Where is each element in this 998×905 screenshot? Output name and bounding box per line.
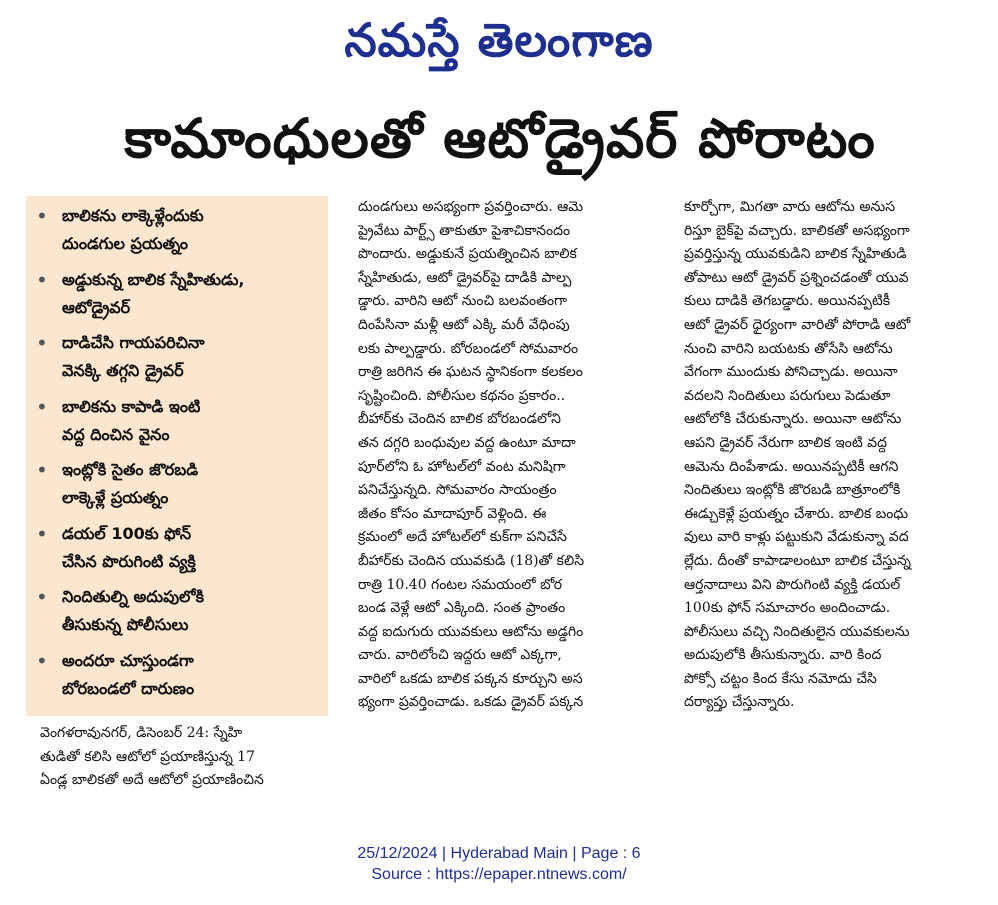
article-line: దుండగులు అసభ్యంగా ప్రవర్తించారు. ఆమె bbox=[358, 199, 584, 215]
headline-text: కామాంధులతో ఆటోడ్రైవర్ పోరాటం bbox=[124, 107, 876, 170]
footer-date-edition: 25/12/2024 | Hyderabad Main | Page : 6 bbox=[357, 845, 641, 862]
article-line: రాత్రి జరిగిన ఈ ఘటన స్థానికంగా కలకలం bbox=[358, 364, 583, 381]
article-line: లకు పాల్పడ్డారు. బోరబండలో సోమవారం bbox=[358, 340, 579, 357]
article-line: పొందారు. అడ్డుకునే ప్రయత్నించిన బాలిక bbox=[358, 246, 577, 263]
highlight-line: డయల్ 100కు ఫోన్ bbox=[62, 523, 192, 543]
bullet-icon: • bbox=[36, 204, 48, 228]
highlights-list bbox=[26, 196, 328, 710]
bullet-icon: • bbox=[36, 267, 48, 292]
article-line: పోలీసులు వచ్చి నిందితులైన యువకులను bbox=[684, 623, 910, 640]
highlight-line: దుండగుల ప్రయత్నం bbox=[62, 234, 189, 253]
article-line: అదుపులోకి తీసుకున్నారు. వారి కింద bbox=[684, 647, 882, 664]
highlights-box bbox=[26, 196, 328, 716]
article-line: దర్యాప్తు చేస్తున్నారు. bbox=[684, 694, 795, 711]
article-line: బీహార్‌కు చెందిన యువకుడి (18)తో కలిసి bbox=[358, 552, 585, 569]
highlight-line: చేసిన పొరుగింటి వ్యక్తి bbox=[62, 551, 196, 571]
article-line: ప్రవర్తిస్తున్న యువకుడిని బాలిక స్నేహితుడి bbox=[684, 246, 907, 263]
highlight-line: బోరబండలో దారుణం bbox=[62, 678, 195, 698]
highlight-line: వద్ద దించిన వైనం bbox=[62, 424, 170, 444]
bullet-icon: • bbox=[36, 521, 48, 546]
article-line: ఆటోలోకి చేరుకున్నారు. అయినా ఆటోను bbox=[684, 411, 902, 428]
article-line: 100కు ఫోన్ సమాచారం అందించాడు. bbox=[684, 600, 891, 617]
article-line: వద్ద ఐదుగురు యువకులు ఆటోను అడ్డగిం bbox=[358, 623, 584, 640]
article-column-1 bbox=[40, 722, 330, 793]
article-line: బీహార్‌కు చెందిన బాలిక బోరబండలోని bbox=[358, 411, 561, 428]
article-line: వారిలో ఒకడు బాలిక పక్కన కూర్చుని అస bbox=[358, 670, 583, 687]
highlight-line: నిందితుల్ని అదుపులోకి bbox=[62, 587, 204, 606]
article-line: నిందితులు ఇంట్లోకి జొరబడి బాత్రూంలోకి bbox=[684, 482, 901, 499]
article-line: పోక్సో చట్టం కింద కేసు నమోదు చేసి bbox=[684, 670, 877, 687]
highlight-line: వెనక్కి తగ్గని డ్రైవర్ bbox=[62, 361, 184, 380]
highlight-line: లాక్కెళ్లే ప్రయత్నం bbox=[62, 488, 169, 507]
article-line: పనిచేస్తున్నది. సోమవారం సాయంత్రం bbox=[358, 482, 557, 499]
highlight-line: తీసుకున్న పోలీసులు bbox=[62, 615, 189, 634]
article-line: ల్లేదు. దీంతో కాపాడాలంటూ బాలిక చేస్తున్న bbox=[684, 552, 912, 569]
article-line: వులు వారి కాళ్లు పట్టుకుని వేడుకున్నా వద bbox=[684, 529, 909, 546]
newspaper-masthead bbox=[0, 4, 998, 76]
article-line: భ్యంగా ప్రవర్తించాడు. ఒకడు డ్రైవర్ పక్కన bbox=[358, 694, 584, 711]
article-line: ఆమెను దింపేశాడు. అయినప్పటికీ ఆగని bbox=[684, 458, 899, 475]
article-line: ఆపని డ్రైవర్ నేరుగా బాలిక ఇంటి వద్ద bbox=[684, 434, 887, 451]
article-line: వదలని నిందితులు పరుగులు పెడుతూ bbox=[684, 387, 891, 404]
highlight-line: ఆటోడ్రైవర్ bbox=[62, 297, 131, 317]
highlight-line: అందరూ చూస్తుండగా bbox=[62, 650, 194, 670]
article-line: పూర్‌లోని ఓ హోటల్‌లో వంట మనిషిగా bbox=[358, 458, 566, 475]
highlight-item bbox=[26, 266, 328, 330]
article-column-2 bbox=[358, 196, 668, 715]
masthead-title: నమస్తే తెలంగాణ bbox=[344, 13, 654, 67]
article-line: స్నేహితుడు, ఆటో డ్రైవర్‌పై దాడికి పాల్ప bbox=[358, 269, 572, 286]
highlight-line: అడ్డుకున్న బాలిక స్నేహితుడు, bbox=[62, 269, 245, 289]
bullet-icon: • bbox=[36, 458, 48, 482]
article-line: దింపేసినా మళ్లీ ఆటో ఎక్కి మరీ వేధింపు bbox=[358, 316, 570, 333]
highlight-line: బాలికను లాక్కెళ్లేందుకు bbox=[62, 206, 204, 225]
article-line: ఆటో డ్రైవర్ ధైర్యంగా వారితో పోరాడి ఆటో bbox=[684, 316, 911, 333]
article-headline bbox=[20, 98, 980, 180]
bullet-icon: • bbox=[36, 394, 48, 419]
article-line: కూర్చోగా, మిగతా వారు ఆటోను అనుస bbox=[684, 199, 896, 215]
article-line: రాత్రి 10.40 గంటల సమయంలో బోర bbox=[358, 576, 563, 593]
article-line: రిస్తూ బైక్‌పై వచ్చారు. బాలికతో అసభ్యంగా bbox=[684, 222, 910, 239]
article-line: తన దగ్గరి బంధువుల వద్ద ఉంటూ మాదా bbox=[358, 434, 576, 451]
highlight-item bbox=[26, 647, 328, 711]
article-line: సృష్టించింది. పోలీసుల కథనం ప్రకారం.. bbox=[358, 387, 566, 404]
article-line: డ్డారు. వారిని ఆటో నుంచి బలవంతంగా bbox=[358, 293, 568, 310]
highlight-item bbox=[26, 329, 328, 393]
highlight-item bbox=[26, 520, 328, 584]
highlight-line: బాలికను కాపాడి ఇంటి bbox=[62, 396, 201, 416]
highlight-item bbox=[26, 583, 328, 647]
article-line: బండ వెళ్లే ఆటో ఎక్కింది. సంత ప్రాంతం bbox=[358, 600, 566, 617]
article-line: జీతం కోసం మాదాపూర్ వెళ్లింది. ఈ bbox=[358, 505, 547, 522]
article-line: తుడితో కలిసి ఆటోలో ప్రయాణిస్తున్న 17 bbox=[40, 748, 256, 765]
article-line: ఏండ్ల బాలికతో అదే ఆటోలో ప్రయాణించిన bbox=[40, 772, 264, 789]
highlight-item bbox=[26, 393, 328, 457]
highlight-line: దాడిచేసి గాయపరిచినా bbox=[62, 333, 205, 352]
highlight-item bbox=[26, 202, 328, 266]
article-line: తోపాటు ఆటో డ్రైవర్ ప్రశ్నించడంతో యువ bbox=[684, 269, 909, 286]
footer-source: Source : https://epaper.ntnews.com/ bbox=[371, 866, 627, 883]
article-line: ఈడ్చుకెళ్లే ప్రయత్నం చేశారు. బాలిక బంధు bbox=[684, 505, 909, 522]
bullet-icon: • bbox=[36, 648, 48, 673]
bullet-icon: • bbox=[36, 585, 48, 609]
article-line: క్రమంలో అదే హోటల్‌లో కుక్‌గా పనిచేసే bbox=[358, 529, 567, 546]
highlight-item bbox=[26, 456, 328, 520]
article-line: చారు. వారిలోంచి ఇద్దరు ఆటో ఎక్కగా, bbox=[358, 647, 562, 664]
article-line: వెంగళరావునగర్, డిసెంబర్ 24: స్నేహి bbox=[40, 725, 243, 741]
article-line: ఆర్తనాదాలు విని పొరుగింటి వ్యక్తి డయల్ bbox=[684, 576, 901, 593]
article-line: నుంచి వారిని బయటకు తోసేసి ఆటోను bbox=[684, 340, 893, 357]
bullet-icon: • bbox=[36, 331, 48, 355]
highlight-line: ఇంట్లోకి సైతం జొరబడి bbox=[62, 460, 199, 479]
article-line: వేగంగా ముందుకు పోనిచ్చాడు. అయినా bbox=[684, 364, 898, 381]
article-column-3 bbox=[684, 196, 984, 715]
article-line: ప్రైవేటు పార్ట్స్ తాకుతూ పైశాచికానందం bbox=[358, 222, 571, 239]
article-line: కులు దాడికి తెగబడ్డారు. అయినప్పటికీ bbox=[684, 293, 891, 310]
